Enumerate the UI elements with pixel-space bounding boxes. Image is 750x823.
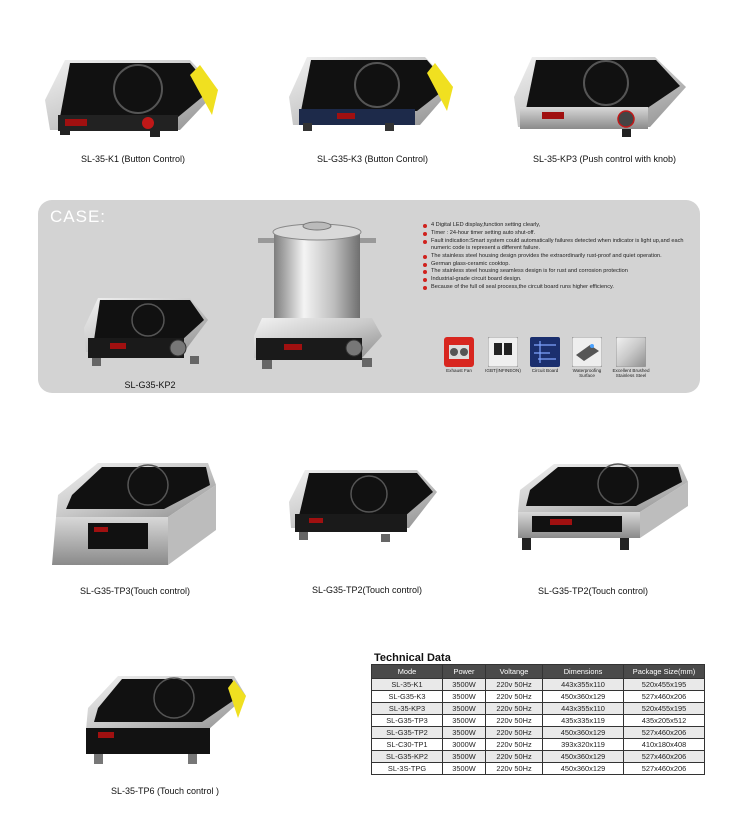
table-cell: SL-3S-TPG xyxy=(372,763,443,775)
badge-label: IGBT(INFINEON) xyxy=(485,368,521,373)
cooker-image-sl-g35-kp2-small xyxy=(80,290,215,375)
table-cell: 450x360x129 xyxy=(543,727,624,739)
table-cell: 450x360x129 xyxy=(543,751,624,763)
table-cell: SL-G35-KP2 xyxy=(372,751,443,763)
badge-label: Excellent Brushed Stainless Steel xyxy=(612,368,650,378)
cooker-image-sl-g35-tp3 xyxy=(48,455,223,570)
table-cell: SL-C30-TP1 xyxy=(372,739,443,751)
table-cell: 3000W xyxy=(443,739,486,751)
fan-icon xyxy=(444,337,474,367)
table-row xyxy=(372,751,705,763)
table-row xyxy=(372,763,705,775)
technical-data-title: Technical Data xyxy=(374,652,451,664)
caption-sl-g35-tp3: SL-G35-TP3(Touch control) xyxy=(79,586,191,596)
table-cell: 220v 50Hz xyxy=(486,691,543,703)
caption-sl-35-k1: SL-35-K1 (Button Control) xyxy=(80,154,186,164)
table-cell: 443x355x110 xyxy=(543,703,624,715)
table-cell: 3500W xyxy=(443,703,486,715)
table-cell: 520x455x195 xyxy=(624,703,705,715)
caption-sl-g35-tp2-b: SL-G35-TP2(Touch control) xyxy=(537,586,649,596)
feature-item: Fault indication:Smart system could automatically failures detected when indicator is light up,and each numeric code is represent a different failure. xyxy=(422,238,697,252)
table-cell: 3500W xyxy=(443,751,486,763)
table-cell: 220v 50Hz xyxy=(486,715,543,727)
table-cell: 3500W xyxy=(443,763,486,775)
feature-item: Timer : 24-hour timer setting auto shut-off. xyxy=(422,230,697,237)
feature-item: Because of the full oil seal process,the circuit board runs higher efficiency. xyxy=(422,284,697,291)
table-cell: 393x320x119 xyxy=(543,739,624,751)
table-cell: 410x180x408 xyxy=(624,739,705,751)
cooker-with-pot-image xyxy=(250,218,390,383)
steel-icon xyxy=(616,337,646,367)
waterproof-icon xyxy=(572,337,602,367)
cooker-image-sl-g35-tp2-b xyxy=(508,458,693,558)
table-cell: 527x460x206 xyxy=(624,751,705,763)
table-cell: 443x355x110 xyxy=(543,679,624,691)
cooker-image-sl-35-k1 xyxy=(40,45,225,140)
feature-list xyxy=(422,222,697,292)
badge-label: Waterproofing Surface xyxy=(572,368,602,378)
badge-label: Exhaust Fan xyxy=(446,368,472,373)
table-cell: SL-G35-K3 xyxy=(372,691,443,703)
table-cell: 450x360x129 xyxy=(543,763,624,775)
table-cell: 527x460x206 xyxy=(624,727,705,739)
table-cell: 435x335x119 xyxy=(543,715,624,727)
table-cell: 527x460x206 xyxy=(624,763,705,775)
table-row xyxy=(372,727,705,739)
table-header-row xyxy=(372,665,705,679)
table-cell: 220v 50Hz xyxy=(486,739,543,751)
caption-sl-g35-k3: SL-G35-K3 (Button Control) xyxy=(316,154,429,164)
column-header-package-size: Package Size(mm) xyxy=(624,665,705,679)
feature-item: The stainless steel housing design provides the extraordinarily rust-proof and quiet operation. xyxy=(422,253,697,260)
feature-item: The stainless steel housing seamless design is for rust and corrosion protection xyxy=(422,268,697,275)
table-cell: 3500W xyxy=(443,727,486,739)
table-cell: SL-G35-TP2 xyxy=(372,727,443,739)
table-cell: 435x205x512 xyxy=(624,715,705,727)
feature-item: German glass-ceramic cooktop. xyxy=(422,261,697,268)
cooker-image-sl-g35-tp2-a xyxy=(285,462,445,550)
badge-label: Circuit Board xyxy=(531,368,559,373)
cooker-image-sl-35-kp3 xyxy=(510,45,695,140)
technical-data-table xyxy=(371,664,705,775)
chip-icon xyxy=(488,337,518,367)
table-cell: 3500W xyxy=(443,679,486,691)
table-row xyxy=(372,739,705,751)
caption-sl-35-kp3: SL-35-KP3 (Push control with knob) xyxy=(532,154,677,164)
table-row xyxy=(372,679,705,691)
column-header-mode: Mode xyxy=(372,665,443,679)
table-cell: 220v 50Hz xyxy=(486,703,543,715)
table-cell: 3500W xyxy=(443,715,486,727)
column-header-voltage: Voltange xyxy=(486,665,543,679)
feature-item: 4 Digital LED display,function setting clearly, xyxy=(422,222,697,229)
table-cell: SL-G35-TP3 xyxy=(372,715,443,727)
table-row xyxy=(372,691,705,703)
cooker-image-sl-g35-k3 xyxy=(285,45,460,135)
caption-sl-g35-kp2: SL-G35-KP2 xyxy=(124,380,176,390)
column-header-dimensions: Dimensions xyxy=(543,665,624,679)
cooker-image-sl-35-tp6 xyxy=(78,670,250,772)
table-cell: 220v 50Hz xyxy=(486,751,543,763)
table-cell: SL-35-KP3 xyxy=(372,703,443,715)
case-title: CASE: xyxy=(50,207,107,226)
circuit-board-icon xyxy=(530,337,560,367)
table-cell: 220v 50Hz xyxy=(486,679,543,691)
feature-item: Industrial-grade circuit board design. xyxy=(422,276,697,283)
table-cell: SL-35-K1 xyxy=(372,679,443,691)
table-cell: 220v 50Hz xyxy=(486,727,543,739)
caption-sl-35-tp6: SL-35-TP6 (Touch control ) xyxy=(110,786,220,796)
table-cell: 520x455x195 xyxy=(624,679,705,691)
caption-sl-g35-tp2-a: SL-G35-TP2(Touch control) xyxy=(311,585,423,595)
table-cell: 220v 50Hz xyxy=(486,763,543,775)
table-cell: 527x460x206 xyxy=(624,691,705,703)
column-header-power: Power xyxy=(443,665,486,679)
table-row xyxy=(372,703,705,715)
table-cell: 450x360x129 xyxy=(543,691,624,703)
table-cell: 3500W xyxy=(443,691,486,703)
table-row xyxy=(372,715,705,727)
